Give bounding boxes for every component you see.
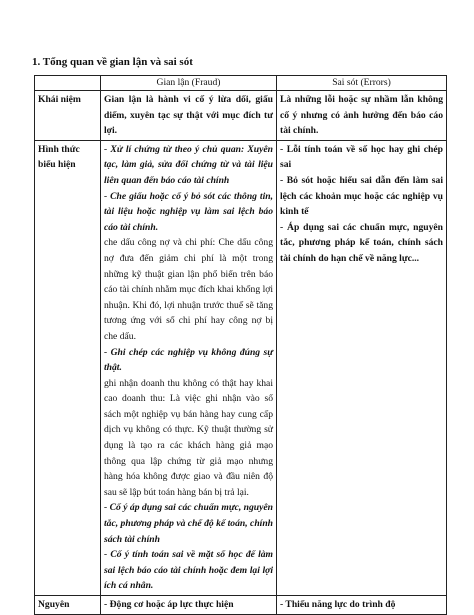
fraud-form-item: - Xử lí chứng từ theo ý chủ quan: Xuyên tạc, làm giả, sửa đổi chứng từ và tài liệu liên quan đến báo cáo tài chính: [104, 143, 273, 186]
header-cell-empty: [35, 76, 101, 91]
header-cell-fraud: Gian lận (Fraud): [101, 76, 277, 91]
fraud-forms-cell: [101, 140, 277, 595]
fraud-form-item: - Cố ý áp dụng sai các chuẩn mực, nguyên tắc, phương pháp và chế độ kế toán, chính sách tài chính: [104, 502, 273, 545]
fraud-concept-cell: Gian lận là hành vi cố ý lừa dối, giấu diếm, xuyên tạc sự thật với mục đích tư lợi.: [101, 91, 277, 141]
table-header-row: [35, 76, 447, 91]
error-cause-cell: - Thiếu năng lực do trình độ: [277, 596, 447, 615]
table-row: [35, 140, 447, 595]
row-label-forms: Hình thức biểu hiện: [35, 140, 101, 595]
header-cell-error: Sai sót (Errors): [277, 76, 447, 91]
error-form-item: - Áp dụng sai các chuẩn mực, nguyên tắc, phương pháp kế toán, chính sách tài chính do hạn chế về năng lực...: [280, 221, 443, 264]
error-form-item: - Lỗi tính toán về số học hay ghi chép sai: [280, 143, 443, 171]
error-forms-cell: [277, 140, 447, 595]
comparison-table: [34, 75, 447, 615]
error-form-item: - Bỏ sót hoặc hiểu sai dẫn đến làm sai lệch các khoản mục hoặc các nghiệp vụ kinh tế: [280, 174, 443, 218]
fraud-cause-cell: - Động cơ hoặc áp lực thực hiện: [101, 596, 277, 615]
fraud-form-detail: ghi nhận doanh thu không có thật hay khai cao doanh thu: Là việc ghi nhận vào sổ sách một nghiệp vụ bán hàng hay cung cấp dịch vụ không có thực. Kỹ thuật thường sử dụng là tạo ra các khách hàng giả mạo thông qua lập chứng từ giả mạo nhưng hàng hóa không được giao và đầu niên độ sau sẽ lập bút toán hàng bán bị trả lại.: [104, 377, 273, 498]
fraud-form-detail: che dấu công nợ và chi phí: Che dấu công nợ đưa đến giảm chi phí là một trong những kỹ thuật gian lận phổ biến trên báo cáo tài chính nhằm mục đích khai khống lợi nhuận. Khi đó, lợi nhuận trước thuế sẽ tăng tương ứng với số chi phí hay công nợ bị che dấu.: [104, 237, 273, 342]
fraud-form-item: - Cố ý tính toán sai về mặt số học để làm sai lệch báo cáo tài chính hoặc đem lại lợi ích cá nhân.: [104, 549, 273, 592]
row-label-concept: Khái niệm: [35, 91, 101, 141]
error-concept-cell: Là những lỗi hoặc sự nhầm lẫn không cố ý nhưng có ảnh hưởng đến báo cáo tài chính.: [277, 91, 447, 141]
table-row: [35, 596, 447, 615]
table-row: [35, 91, 447, 141]
fraud-form-item: - Ghi chép các nghiệp vụ không đúng sự thật.: [104, 346, 273, 374]
fraud-form-item: - Che giấu hoặc cố ý bỏ sót các thông tin, tài liệu hoặc nghiệp vụ làm sai lệch báo cáo tài chính.: [104, 190, 273, 233]
page-title: 1. Tổng quan về gian lận và sai sót: [32, 56, 193, 68]
row-label-cause: Nguyên: [35, 596, 101, 615]
